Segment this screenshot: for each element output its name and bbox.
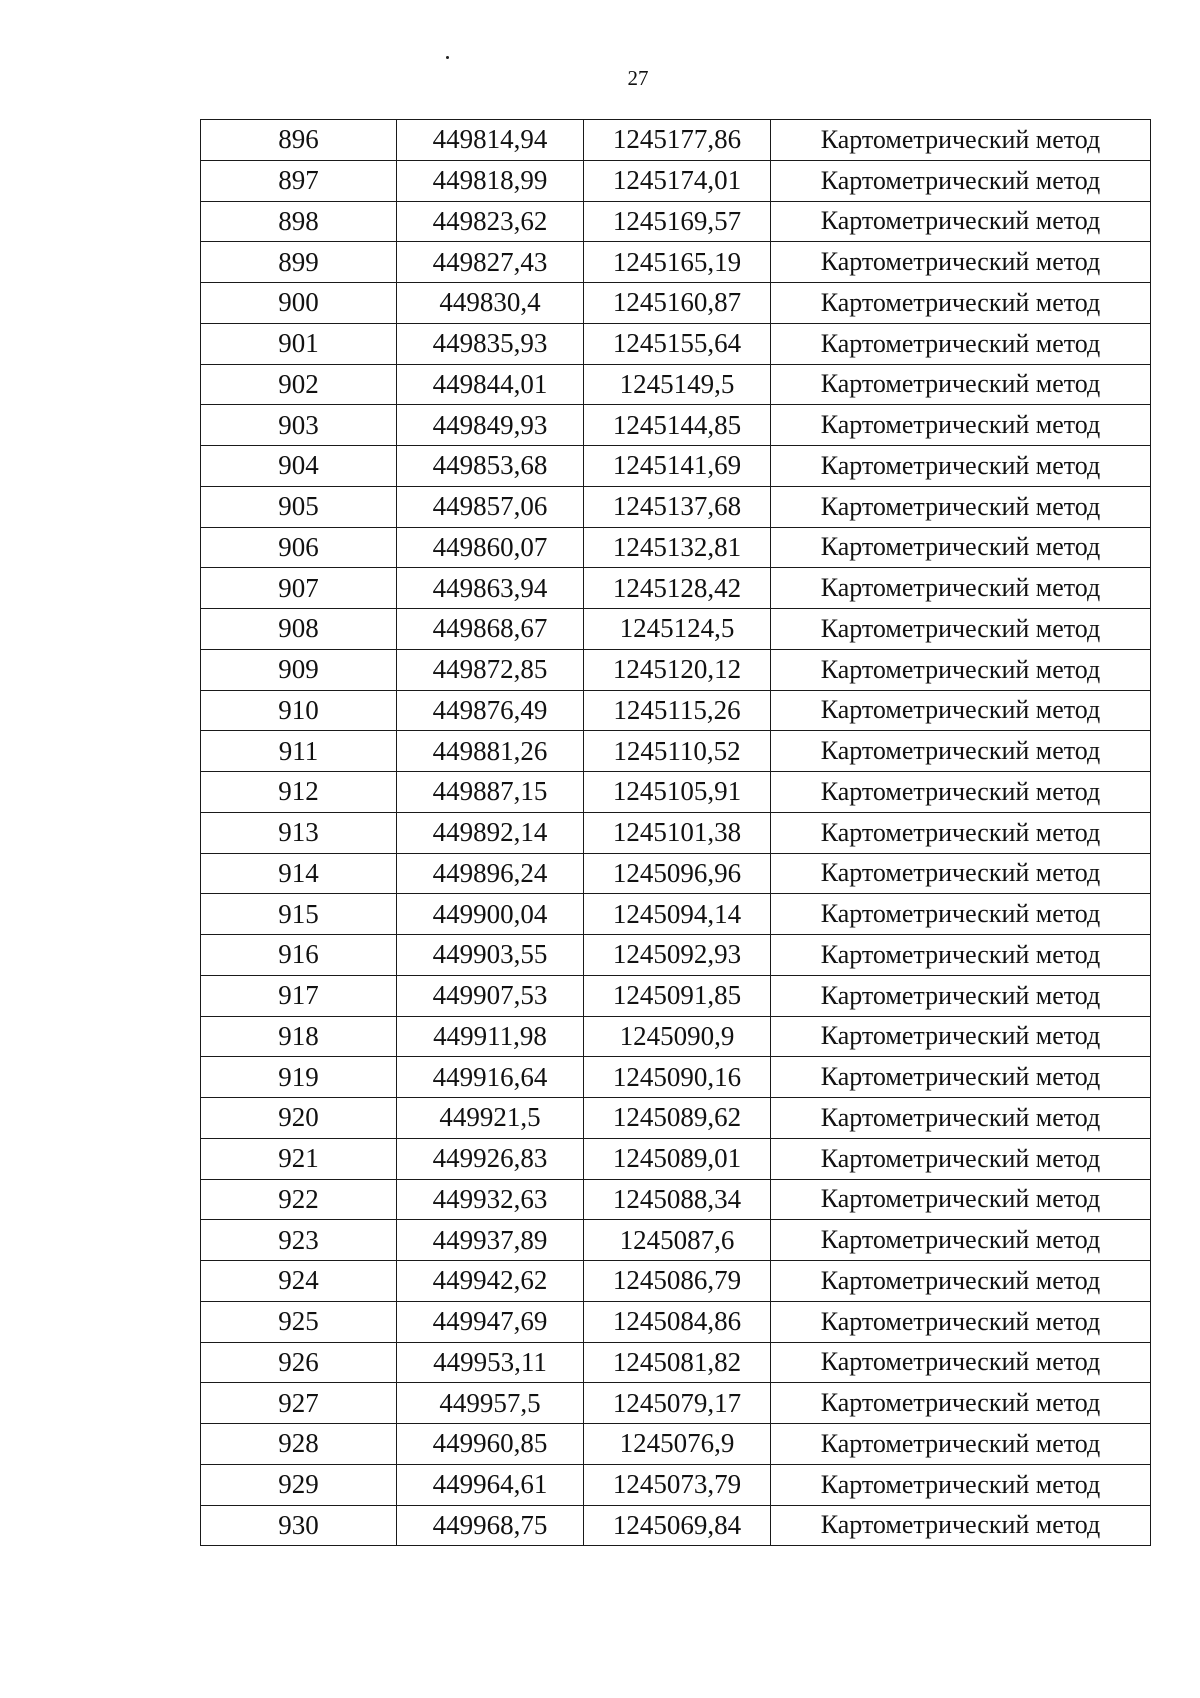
x-coordinate-cell: 449892,14 bbox=[397, 812, 584, 853]
x-coordinate-cell: 449881,26 bbox=[397, 731, 584, 772]
method-cell: Картометрический метод bbox=[771, 486, 1151, 527]
method-cell: Картометрический метод bbox=[771, 446, 1151, 487]
table-row bbox=[201, 812, 1151, 853]
point-number-cell: 924 bbox=[201, 1261, 397, 1302]
y-coordinate-cell: 1245144,85 bbox=[584, 405, 771, 446]
table-row bbox=[201, 1098, 1151, 1139]
x-coordinate-cell: 449903,55 bbox=[397, 935, 584, 976]
y-coordinate-cell: 1245076,9 bbox=[584, 1424, 771, 1465]
method-cell: Картометрический метод bbox=[771, 364, 1151, 405]
table-row bbox=[201, 160, 1151, 201]
method-cell: Картометрический метод bbox=[771, 242, 1151, 283]
method-cell: Картометрический метод bbox=[771, 894, 1151, 935]
point-number-cell: 911 bbox=[201, 731, 397, 772]
y-coordinate-cell: 1245091,85 bbox=[584, 975, 771, 1016]
x-coordinate-cell: 449835,93 bbox=[397, 323, 584, 364]
x-coordinate-cell: 449916,64 bbox=[397, 1057, 584, 1098]
table-row bbox=[201, 1342, 1151, 1383]
method-cell: Картометрический метод bbox=[771, 160, 1151, 201]
method-cell: Картометрический метод bbox=[771, 812, 1151, 853]
table-row bbox=[201, 1424, 1151, 1465]
point-number-cell: 906 bbox=[201, 527, 397, 568]
point-number-cell: 902 bbox=[201, 364, 397, 405]
y-coordinate-cell: 1245124,5 bbox=[584, 609, 771, 650]
point-number-cell: 923 bbox=[201, 1220, 397, 1261]
method-cell: Картометрический метод bbox=[771, 609, 1151, 650]
x-coordinate-cell: 449953,11 bbox=[397, 1342, 584, 1383]
method-cell: Картометрический метод bbox=[771, 772, 1151, 813]
scan-speck bbox=[446, 56, 449, 59]
x-coordinate-cell: 449818,99 bbox=[397, 160, 584, 201]
x-coordinate-cell: 449947,69 bbox=[397, 1301, 584, 1342]
table-row bbox=[201, 1220, 1151, 1261]
method-cell: Картометрический метод bbox=[771, 1016, 1151, 1057]
point-number-cell: 925 bbox=[201, 1301, 397, 1342]
table-row bbox=[201, 1179, 1151, 1220]
point-number-cell: 918 bbox=[201, 1016, 397, 1057]
table-row bbox=[201, 649, 1151, 690]
x-coordinate-cell: 449907,53 bbox=[397, 975, 584, 1016]
table-row bbox=[201, 446, 1151, 487]
y-coordinate-cell: 1245149,5 bbox=[584, 364, 771, 405]
x-coordinate-cell: 449814,94 bbox=[397, 120, 584, 161]
x-coordinate-cell: 449937,89 bbox=[397, 1220, 584, 1261]
method-cell: Картометрический метод bbox=[771, 1098, 1151, 1139]
point-number-cell: 910 bbox=[201, 690, 397, 731]
point-number-cell: 921 bbox=[201, 1138, 397, 1179]
method-cell: Картометрический метод bbox=[771, 649, 1151, 690]
y-coordinate-cell: 1245160,87 bbox=[584, 283, 771, 324]
x-coordinate-cell: 449853,68 bbox=[397, 446, 584, 487]
table-row bbox=[201, 1505, 1151, 1546]
point-number-cell: 908 bbox=[201, 609, 397, 650]
table-row bbox=[201, 486, 1151, 527]
method-cell: Картометрический метод bbox=[771, 201, 1151, 242]
x-coordinate-cell: 449964,61 bbox=[397, 1464, 584, 1505]
method-cell: Картометрический метод bbox=[771, 731, 1151, 772]
y-coordinate-cell: 1245169,57 bbox=[584, 201, 771, 242]
method-cell: Картометрический метод bbox=[771, 405, 1151, 446]
y-coordinate-cell: 1245086,79 bbox=[584, 1261, 771, 1302]
x-coordinate-cell: 449926,83 bbox=[397, 1138, 584, 1179]
method-cell: Картометрический метод bbox=[771, 1301, 1151, 1342]
table-row bbox=[201, 772, 1151, 813]
table-row bbox=[201, 853, 1151, 894]
x-coordinate-cell: 449823,62 bbox=[397, 201, 584, 242]
method-cell: Картометрический метод bbox=[771, 527, 1151, 568]
y-coordinate-cell: 1245084,86 bbox=[584, 1301, 771, 1342]
table-row bbox=[201, 894, 1151, 935]
y-coordinate-cell: 1245089,62 bbox=[584, 1098, 771, 1139]
method-cell: Картометрический метод bbox=[771, 1464, 1151, 1505]
table-row bbox=[201, 283, 1151, 324]
y-coordinate-cell: 1245079,17 bbox=[584, 1383, 771, 1424]
table-row bbox=[201, 242, 1151, 283]
method-cell: Картометрический метод bbox=[771, 1505, 1151, 1546]
y-coordinate-cell: 1245092,93 bbox=[584, 935, 771, 976]
y-coordinate-cell: 1245088,34 bbox=[584, 1179, 771, 1220]
x-coordinate-cell: 449887,15 bbox=[397, 772, 584, 813]
table-row bbox=[201, 1464, 1151, 1505]
x-coordinate-cell: 449860,07 bbox=[397, 527, 584, 568]
y-coordinate-cell: 1245081,82 bbox=[584, 1342, 771, 1383]
y-coordinate-cell: 1245132,81 bbox=[584, 527, 771, 568]
y-coordinate-cell: 1245141,69 bbox=[584, 446, 771, 487]
point-number-cell: 914 bbox=[201, 853, 397, 894]
method-cell: Картометрический метод bbox=[771, 1383, 1151, 1424]
method-cell: Картометрический метод bbox=[771, 283, 1151, 324]
table-row bbox=[201, 1383, 1151, 1424]
point-number-cell: 905 bbox=[201, 486, 397, 527]
point-number-cell: 922 bbox=[201, 1179, 397, 1220]
point-number-cell: 903 bbox=[201, 405, 397, 446]
table-row bbox=[201, 1016, 1151, 1057]
y-coordinate-cell: 1245096,96 bbox=[584, 853, 771, 894]
y-coordinate-cell: 1245090,9 bbox=[584, 1016, 771, 1057]
method-cell: Картометрический метод bbox=[771, 1261, 1151, 1302]
coordinates-table bbox=[200, 119, 1151, 1546]
x-coordinate-cell: 449942,62 bbox=[397, 1261, 584, 1302]
method-cell: Картометрический метод bbox=[771, 120, 1151, 161]
method-cell: Картометрический метод bbox=[771, 1220, 1151, 1261]
point-number-cell: 898 bbox=[201, 201, 397, 242]
x-coordinate-cell: 449827,43 bbox=[397, 242, 584, 283]
method-cell: Картометрический метод bbox=[771, 323, 1151, 364]
y-coordinate-cell: 1245155,64 bbox=[584, 323, 771, 364]
x-coordinate-cell: 449863,94 bbox=[397, 568, 584, 609]
x-coordinate-cell: 449968,75 bbox=[397, 1505, 584, 1546]
table-row bbox=[201, 1138, 1151, 1179]
table-row bbox=[201, 568, 1151, 609]
x-coordinate-cell: 449921,5 bbox=[397, 1098, 584, 1139]
method-cell: Картометрический метод bbox=[771, 690, 1151, 731]
x-coordinate-cell: 449911,98 bbox=[397, 1016, 584, 1057]
table-row bbox=[201, 323, 1151, 364]
point-number-cell: 896 bbox=[201, 120, 397, 161]
x-coordinate-cell: 449896,24 bbox=[397, 853, 584, 894]
y-coordinate-cell: 1245110,52 bbox=[584, 731, 771, 772]
method-cell: Картометрический метод bbox=[771, 1179, 1151, 1220]
point-number-cell: 915 bbox=[201, 894, 397, 935]
x-coordinate-cell: 449876,49 bbox=[397, 690, 584, 731]
table-row bbox=[201, 120, 1151, 161]
y-coordinate-cell: 1245090,16 bbox=[584, 1057, 771, 1098]
x-coordinate-cell: 449849,93 bbox=[397, 405, 584, 446]
method-cell: Картометрический метод bbox=[771, 1424, 1151, 1465]
point-number-cell: 901 bbox=[201, 323, 397, 364]
point-number-cell: 900 bbox=[201, 283, 397, 324]
point-number-cell: 912 bbox=[201, 772, 397, 813]
table-row bbox=[201, 405, 1151, 446]
y-coordinate-cell: 1245069,84 bbox=[584, 1505, 771, 1546]
point-number-cell: 919 bbox=[201, 1057, 397, 1098]
coordinates-table-body bbox=[201, 120, 1151, 1546]
method-cell: Картометрический метод bbox=[771, 853, 1151, 894]
method-cell: Картометрический метод bbox=[771, 1138, 1151, 1179]
point-number-cell: 920 bbox=[201, 1098, 397, 1139]
x-coordinate-cell: 449844,01 bbox=[397, 364, 584, 405]
point-number-cell: 916 bbox=[201, 935, 397, 976]
y-coordinate-cell: 1245128,42 bbox=[584, 568, 771, 609]
point-number-cell: 926 bbox=[201, 1342, 397, 1383]
point-number-cell: 928 bbox=[201, 1424, 397, 1465]
y-coordinate-cell: 1245165,19 bbox=[584, 242, 771, 283]
table-row bbox=[201, 690, 1151, 731]
table-row bbox=[201, 1057, 1151, 1098]
x-coordinate-cell: 449957,5 bbox=[397, 1383, 584, 1424]
table-row bbox=[201, 935, 1151, 976]
point-number-cell: 930 bbox=[201, 1505, 397, 1546]
table-row bbox=[201, 527, 1151, 568]
y-coordinate-cell: 1245101,38 bbox=[584, 812, 771, 853]
y-coordinate-cell: 1245087,6 bbox=[584, 1220, 771, 1261]
table-row bbox=[201, 1301, 1151, 1342]
point-number-cell: 927 bbox=[201, 1383, 397, 1424]
point-number-cell: 897 bbox=[201, 160, 397, 201]
point-number-cell: 909 bbox=[201, 649, 397, 690]
y-coordinate-cell: 1245073,79 bbox=[584, 1464, 771, 1505]
x-coordinate-cell: 449857,06 bbox=[397, 486, 584, 527]
x-coordinate-cell: 449872,85 bbox=[397, 649, 584, 690]
method-cell: Картометрический метод bbox=[771, 1057, 1151, 1098]
y-coordinate-cell: 1245177,86 bbox=[584, 120, 771, 161]
point-number-cell: 913 bbox=[201, 812, 397, 853]
table-row bbox=[201, 201, 1151, 242]
y-coordinate-cell: 1245094,14 bbox=[584, 894, 771, 935]
point-number-cell: 904 bbox=[201, 446, 397, 487]
point-number-cell: 929 bbox=[201, 1464, 397, 1505]
y-coordinate-cell: 1245105,91 bbox=[584, 772, 771, 813]
x-coordinate-cell: 449868,67 bbox=[397, 609, 584, 650]
method-cell: Картометрический метод bbox=[771, 568, 1151, 609]
y-coordinate-cell: 1245120,12 bbox=[584, 649, 771, 690]
y-coordinate-cell: 1245089,01 bbox=[584, 1138, 771, 1179]
point-number-cell: 907 bbox=[201, 568, 397, 609]
x-coordinate-cell: 449960,85 bbox=[397, 1424, 584, 1465]
table-row bbox=[201, 975, 1151, 1016]
x-coordinate-cell: 449932,63 bbox=[397, 1179, 584, 1220]
method-cell: Картометрический метод bbox=[771, 935, 1151, 976]
table-row bbox=[201, 364, 1151, 405]
point-number-cell: 899 bbox=[201, 242, 397, 283]
x-coordinate-cell: 449830,4 bbox=[397, 283, 584, 324]
table-row bbox=[201, 609, 1151, 650]
method-cell: Картометрический метод bbox=[771, 1342, 1151, 1383]
point-number-cell: 917 bbox=[201, 975, 397, 1016]
page-number: 27 bbox=[627, 66, 649, 90]
method-cell: Картометрический метод bbox=[771, 975, 1151, 1016]
y-coordinate-cell: 1245115,26 bbox=[584, 690, 771, 731]
x-coordinate-cell: 449900,04 bbox=[397, 894, 584, 935]
table-row bbox=[201, 1261, 1151, 1302]
y-coordinate-cell: 1245174,01 bbox=[584, 160, 771, 201]
y-coordinate-cell: 1245137,68 bbox=[584, 486, 771, 527]
table-row bbox=[201, 731, 1151, 772]
